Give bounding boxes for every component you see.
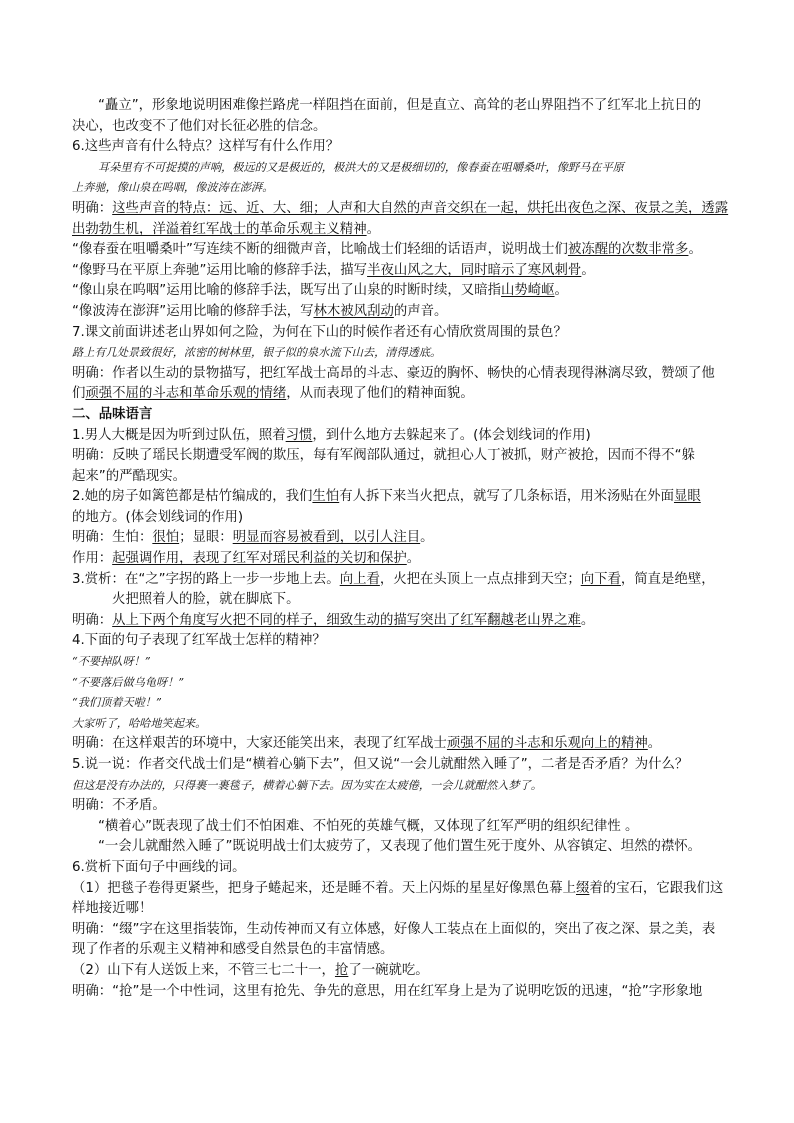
- text-span: 样地接近哪！: [72, 901, 153, 917]
- text-line: [72, 281, 734, 302]
- underlined-text: 这些声音的特点：远、近、大、细；人声和大自然的声音交织在一起，烘托出夜色之深、夜景之美，透露: [112, 200, 729, 216]
- underlined-text: 顽强不屈的斗志和革命乐观的情绪: [85, 386, 287, 402]
- text-span: 3.赏析：在“之”字拐的路上一步一步地上去。: [72, 571, 340, 587]
- text-span: 明确：“缀”字在这里指装饰，生动传神而又有立体感，好像人工装点在上面似的，突出了夜之深、景之美，表: [72, 921, 716, 937]
- text-span: 的地方。(体会划线词的作用): [72, 509, 244, 525]
- text-line: [72, 302, 734, 323]
- underlined-text: 向上看: [339, 571, 380, 587]
- text-line: [72, 755, 734, 776]
- text-line: [72, 734, 734, 755]
- text-line: [72, 117, 734, 138]
- text-span: 的声音。: [393, 303, 448, 319]
- text-span: “一会儿就酣然入睡了”既说明战士们太疲劳了，又表现了他们置生死于度外、从容镇定、坦然的襟怀。: [98, 839, 702, 855]
- text-span: 4.下面的句子表现了红军战士怎样的精神？: [72, 633, 326, 649]
- text-line: [72, 817, 734, 838]
- underlined-text: 明显而容易被看到，以引人注目: [232, 530, 421, 546]
- text-line: [72, 178, 734, 199]
- text-span: 明确：不矛盾。: [72, 798, 166, 814]
- text-span: “横着心”既表现了战士们不怕困难、不怕死的英雄气概，又体现了红军严明的组织纪律性 。: [98, 818, 639, 834]
- text-line: [72, 982, 734, 1003]
- text-span: 。: [366, 221, 380, 237]
- text-span: “矗立”，形象地说明困难像拦路虎一样阻挡在面前，但是直立、高耸的老山界阻挡不了红军北上抗日的: [98, 98, 702, 113]
- text-span: ，从而表现了他们的精神面貌。: [286, 386, 474, 402]
- text-line: [72, 796, 734, 817]
- text-line: [72, 261, 734, 282]
- text-line: [72, 920, 734, 941]
- text-span: 明确：“抢”是一个中性词，这里有抢先、争先的意思，用在红军身上是为了说明吃饭的迅速，“抢”字形象地: [72, 983, 703, 999]
- text-span: “不要掉队呀！”: [72, 655, 151, 669]
- text-span: “不要落后做乌龟呀！”: [72, 675, 185, 689]
- text-span: “像波涛在澎湃”运用比喻的修辞手法，写: [72, 303, 314, 319]
- text-span: 。: [420, 530, 434, 546]
- text-span: 上奔驰，像山泉在呜咽，像波涛在澎湃。: [72, 181, 274, 195]
- text-span: 火把照着人的脸，就在脚底下。: [112, 592, 300, 608]
- underlined-text: 显眼: [673, 489, 701, 505]
- text-line: [72, 899, 734, 920]
- underlined-text: 从上下两个角度写火把不同的样子，细致生动的描写突出了红军翻越老山界之难: [112, 612, 581, 628]
- text-span: 有人拆下来当火把点，就写了几条标语，用米汤贴在外面: [339, 489, 674, 505]
- text-span: 2.她的房子如篱笆都是枯竹编成的，我们: [72, 489, 313, 505]
- text-span: 们: [72, 386, 86, 402]
- text-line: [72, 405, 734, 426]
- underlined-text: 林木被风刮动: [313, 303, 394, 319]
- text-span: ，火把在头顶上一点点排到天空；: [379, 571, 581, 587]
- underlined-text: 生怕: [312, 489, 340, 505]
- text-line: [72, 528, 734, 549]
- text-span: 7.课文前面讲述老山界如何之险，为何在下山的时候作者还有心情欣赏周围的景色？: [72, 324, 567, 340]
- text-line: [72, 487, 734, 508]
- text-line: [72, 158, 734, 179]
- text-span: 路上有几处景致很好，浓密的树林里，银子似的泉水流下山去，清得透底。: [72, 346, 442, 360]
- text-line: [72, 364, 734, 385]
- text-span: （2）山下有人送饭上来，不管三七二十一，: [72, 962, 335, 978]
- text-line: [72, 611, 734, 632]
- text-line: [72, 570, 734, 591]
- document-body: [72, 96, 734, 1002]
- text-line: [72, 714, 734, 735]
- text-span: “像春蚕在咀嚼桑叶”写连续不断的细微声音，比喻战士们轻细的话语声，说明战士们: [72, 242, 568, 258]
- text-span: “像山泉在呜咽”运用比喻的修辞手法，既写出了山泉的时断时续，又暗指: [72, 283, 501, 299]
- text-line: [72, 426, 734, 447]
- text-line: [72, 323, 734, 344]
- text-span: 。: [581, 262, 595, 278]
- text-line: [72, 673, 734, 694]
- text-span: （1）把毯子卷得更紧些，把身子蜷起来，还是睡不着。天上闪烁的星星好像黑色幕上: [72, 880, 576, 896]
- underlined-text: 半夜山风之大，同时暗示了寒风刺骨: [367, 262, 582, 278]
- text-line: [72, 652, 734, 673]
- text-span: ；显眼：: [179, 530, 233, 546]
- text-line: [72, 220, 734, 241]
- text-line: [72, 940, 734, 961]
- underlined-text: 抢: [334, 962, 349, 978]
- text-span: 决心，也改变不了他们对长征必胜的信念。: [72, 118, 327, 134]
- text-line: [72, 858, 734, 879]
- text-span: ，简直是绝壁，: [620, 571, 715, 587]
- underlined-text: 缀: [575, 880, 590, 896]
- text-span: 。: [688, 242, 702, 258]
- text-span: 6.这些声音有什么特点？这样写有什么作用？: [72, 139, 340, 155]
- underlined-text: 起强调作用，表现了红军对瑶民利益的关切和保护: [112, 551, 407, 567]
- underlined-text: 顽强不屈的斗志和乐观向上的精神: [446, 736, 648, 752]
- text-span: 明确：生怕：: [72, 530, 153, 546]
- underlined-text: 山势崎岖: [500, 283, 555, 299]
- text-span: 作用：: [72, 551, 113, 567]
- text-line: [72, 508, 734, 529]
- text-line: [72, 343, 734, 364]
- text-span: 明确：: [72, 612, 113, 628]
- text-span: 了一碗就吃。: [348, 962, 429, 978]
- text-span: 大家听了，哈哈地笑起来。: [72, 716, 207, 730]
- text-span: 起来”的严酷现实。: [72, 468, 187, 484]
- underlined-text: 习惯: [285, 427, 313, 443]
- underlined-text: 出勃勃生机，洋溢着红军战士的革命乐观主义精神: [72, 221, 367, 237]
- text-line: [72, 837, 734, 858]
- text-line: [72, 590, 734, 611]
- text-line: [72, 776, 734, 797]
- text-span: 5.说一说：作者交代战士们是“横着心躺下去”，但又说“一会儿就酣然入睡了”，二者是否矛盾？为什么？: [72, 757, 689, 772]
- text-span: “我们顶着天啦！”: [72, 696, 162, 710]
- text-line: [72, 96, 734, 117]
- text-span: 。: [406, 551, 421, 567]
- text-line: [72, 240, 734, 261]
- text-line: [72, 879, 734, 900]
- text-span: 明确：: [72, 200, 113, 216]
- text-span: “像野马在平原上奔驰”运用比喻的修辞手法，描写: [72, 262, 368, 278]
- text-span: 明确：在这样艰苦的环境中，大家还能笑出来，表现了红军战士: [72, 736, 447, 752]
- text-line: [72, 199, 734, 220]
- text-span: 。: [647, 736, 662, 752]
- text-span: 现了作者的乐观主义精神和感受自然景色的丰富情感。: [72, 942, 394, 958]
- text-line: [72, 137, 734, 158]
- text-line: [72, 693, 734, 714]
- text-span: 1.男人大概是因为听到过队伍，照着: [72, 427, 286, 443]
- text-line: [72, 631, 734, 652]
- text-span: 耳朵里有不可捉摸的声响，极远的又是极近的，极洪大的又是极细切的，像春蚕在咀嚼桑叶，像野马在平原: [98, 160, 624, 174]
- text-span: 。: [554, 283, 568, 299]
- text-line: [72, 384, 734, 405]
- underlined-text: 向下看: [580, 571, 621, 587]
- text-span: 但这是没有办法的，只得裹一裹毯子，横着心躺下去。因为实在太疲倦，一会儿就酣然入梦了。: [72, 778, 542, 792]
- text-span: 明确：作者以生动的景物描写，把红军战士高昂的斗志、豪迈的胸怀、畅快的心情表现得淋漓尽致，赞颂了他: [72, 365, 715, 381]
- underlined-text: 很怕: [152, 530, 180, 546]
- text-line: [72, 961, 734, 982]
- text-span: 6.赏析下面句子中画线的词。: [72, 859, 246, 875]
- text-line: [72, 446, 734, 467]
- text-line: [72, 467, 734, 488]
- text-span: ，到什么地方去躲起来了。(体会划线词的作用): [312, 427, 591, 443]
- text-span: 着的宝石，它跟我们这: [589, 880, 724, 896]
- underlined-text: 被冻醒的次数非常多: [567, 242, 689, 258]
- text-line: [72, 549, 734, 570]
- text-span: 。: [580, 612, 595, 628]
- text-span: 明确：反映了瑶民长期遭受军阀的欺压，每有军阀部队通过，就担心人丁被抓，财产被抢，因而不得不“躲: [72, 448, 695, 464]
- text-span: 二、品味语言: [72, 406, 153, 422]
